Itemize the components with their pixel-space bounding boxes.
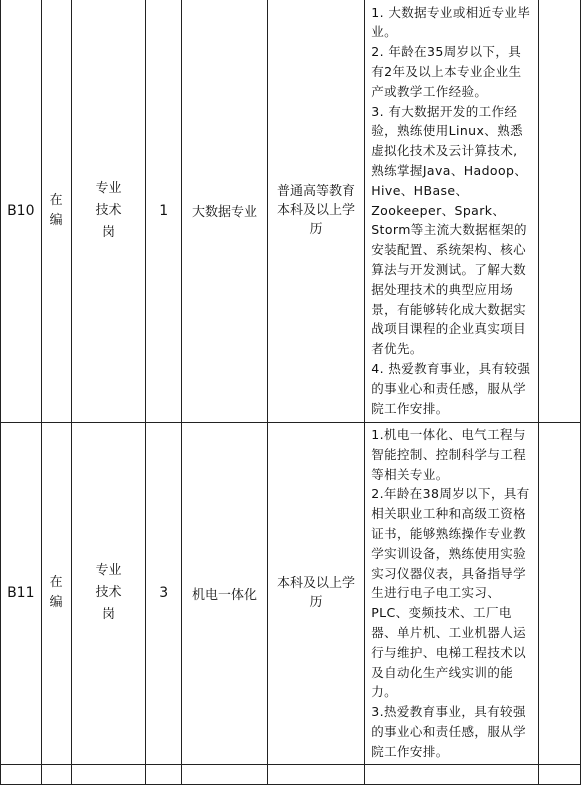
requirements-cell bbox=[365, 0, 539, 423]
position-name: 大数据专业 bbox=[182, 0, 268, 423]
table-row bbox=[1, 423, 581, 765]
position-category: 专业技术岗 bbox=[71, 423, 146, 765]
remarks-cell bbox=[538, 0, 580, 423]
education-requirement: 普通高等教育本科及以上学历 bbox=[267, 0, 365, 423]
table-row bbox=[1, 0, 581, 423]
hiring-count: 3 bbox=[146, 423, 182, 765]
staffing-type: 在编 bbox=[41, 423, 71, 765]
remarks-cell bbox=[538, 423, 580, 765]
requirement-item: 2.年龄在38周岁以下，具有相关职业工种和高级工资格证书，能够熟练操作专业教学实训设备，熟练使用实验实习仪器仪表，具备指导学生进行电子电工实习、PLC、变频技术、工厂电器、单片机、工业机器人运行与维护、电梯工程技术以及自动化生产线实训的能力。 bbox=[371, 486, 530, 700]
staffing-type: 在编 bbox=[41, 0, 71, 423]
position-category: 专业技术岗 bbox=[71, 0, 146, 423]
requirement-item: 2. 年龄在35周岁以下，具有2年及以上本专业企业生产或教学工作经验。 bbox=[371, 44, 522, 99]
requirement-item: 3. 有大数据开发的工作经验，熟练使用Linux、熟悉虚拟化技术及云计算技术, 熟练掌握Java、Hadoop、Hive、HBase、Zookeeper、Spark、Storm等主流大数据框架的安装配置、系统架构、核心算法与开发测试。了解大数据处理技术的典型应用场景，有能够转化成大数据实战项目课程的企业真实项目者优先。 bbox=[371, 103, 528, 357]
position-name: 机电一体化 bbox=[182, 423, 268, 765]
education-requirement: 本科及以上学历 bbox=[267, 423, 365, 765]
requirement-item: 4. 热爱教育事业，具有较强的事业心和责任感，服从学院工作安排。 bbox=[371, 360, 531, 416]
requirement-item: 3.热爱教育事业，具有较强的事业心和责任感，服从学院工作安排。 bbox=[371, 704, 527, 759]
table-row bbox=[1, 764, 581, 784]
requirements-cell bbox=[365, 423, 539, 765]
requirement-item: 1. 大数据专业或相近专业毕业。 bbox=[371, 4, 531, 40]
hiring-count: 1 bbox=[146, 0, 182, 423]
position-code: B10 bbox=[1, 0, 42, 423]
requirement-item: 1.机电一体化、电气工程与智能控制、控制科学与工程等相关专业。 bbox=[371, 427, 527, 482]
position-code: B11 bbox=[1, 423, 42, 765]
